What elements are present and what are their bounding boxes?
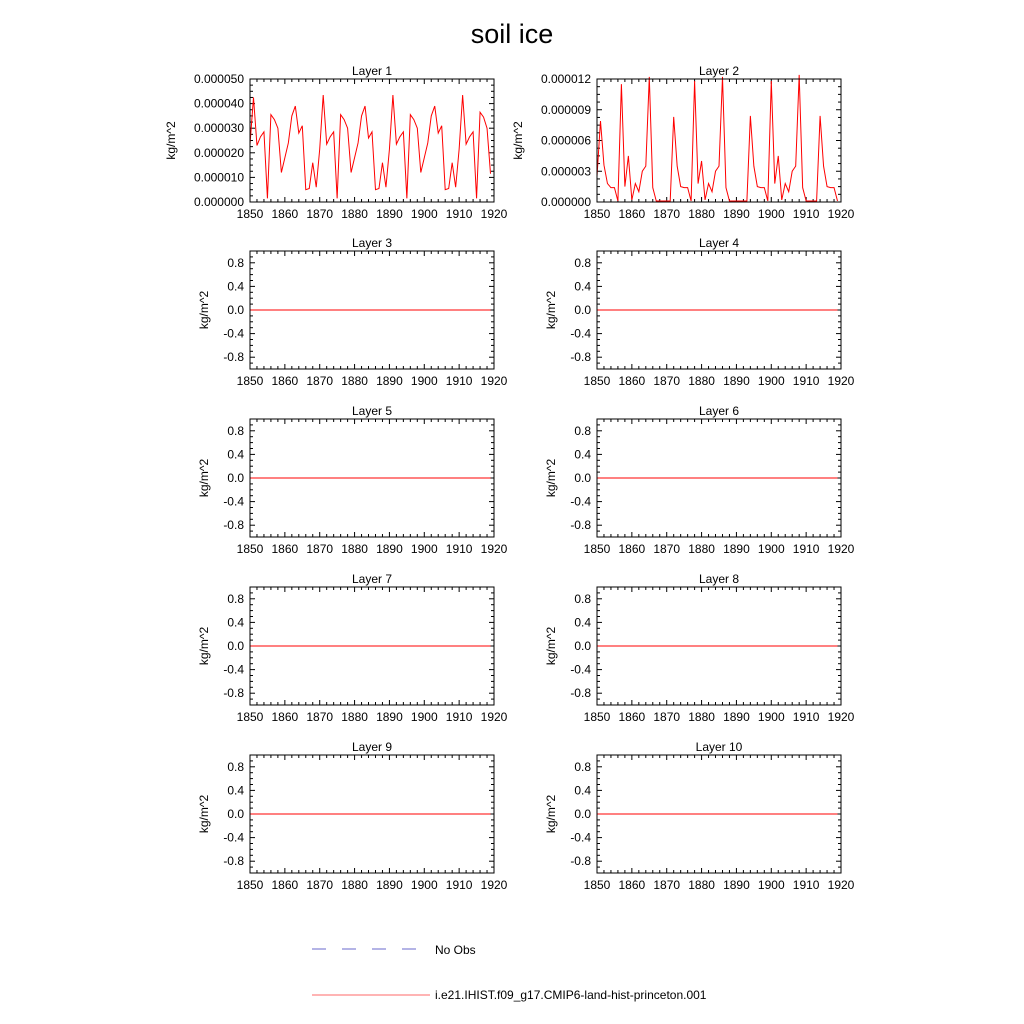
y-tick-label: 0.8 bbox=[227, 591, 244, 606]
x-tick-label: 1850 bbox=[583, 878, 611, 892]
legend-item-no-obs bbox=[312, 943, 476, 957]
x-tick-label: 1870 bbox=[306, 207, 334, 221]
x-tick-label: 1900 bbox=[757, 542, 785, 556]
panel-layer-2 bbox=[511, 64, 855, 221]
y-tick-label: 0.8 bbox=[227, 423, 244, 438]
x-tick-label: 1900 bbox=[410, 374, 438, 388]
legend-label-no-obs: No Obs bbox=[435, 943, 476, 957]
x-tick-label: 1910 bbox=[445, 878, 473, 892]
x-tick-label: 1890 bbox=[376, 710, 403, 724]
x-tick-label: 1920 bbox=[480, 878, 508, 892]
x-tick-label: 1850 bbox=[236, 207, 264, 221]
x-tick-label: 1900 bbox=[757, 878, 785, 892]
x-tick-label: 1870 bbox=[306, 374, 334, 388]
x-tick-label: 1920 bbox=[827, 207, 855, 221]
panel-layer-7 bbox=[197, 572, 508, 724]
x-tick-label: 1890 bbox=[376, 542, 403, 556]
x-tick-label: 1920 bbox=[480, 542, 508, 556]
y-tick-label: -0.4 bbox=[570, 830, 591, 845]
x-tick-label: 1860 bbox=[618, 710, 646, 724]
y-tick-label: 0.0 bbox=[574, 471, 591, 485]
x-tick-label: 1890 bbox=[376, 878, 403, 892]
y-tick-label: 0.000009 bbox=[540, 102, 591, 117]
y-tick-label: 0.8 bbox=[574, 591, 591, 606]
y-axis-label: kg/m^2 bbox=[197, 458, 211, 498]
panel-layer-1 bbox=[164, 64, 508, 221]
y-tick-label: 0.0 bbox=[227, 807, 244, 821]
x-tick-label: 1880 bbox=[341, 710, 368, 724]
y-axis-label: kg/m^2 bbox=[197, 626, 211, 666]
y-tick-label: 0.0 bbox=[574, 639, 591, 653]
x-tick-label: 1870 bbox=[306, 710, 334, 724]
x-tick-label: 1860 bbox=[271, 207, 299, 221]
y-tick-label: 0.000006 bbox=[540, 133, 591, 148]
x-tick-label: 1880 bbox=[688, 878, 715, 892]
panel-title: Layer 3 bbox=[351, 236, 393, 250]
x-tick-label: 1890 bbox=[723, 207, 750, 221]
x-tick-label: 1870 bbox=[653, 374, 681, 388]
y-tick-label: 0.4 bbox=[574, 615, 591, 630]
y-tick-label: 0.4 bbox=[574, 279, 591, 294]
y-tick-label: -0.4 bbox=[570, 662, 591, 677]
legend-label-model-run: i.e21.IHIST.f09_g17.CMIP6-land-hist-princeton.001 bbox=[435, 988, 707, 1002]
y-tick-label: 0.000000 bbox=[193, 195, 244, 209]
x-tick-label: 1910 bbox=[792, 542, 820, 556]
y-tick-label: 0.8 bbox=[227, 255, 244, 270]
y-axis-label: kg/m^2 bbox=[164, 121, 178, 160]
x-tick-label: 1880 bbox=[688, 710, 715, 724]
x-tick-label: 1870 bbox=[306, 542, 334, 556]
y-tick-label: 0.000020 bbox=[193, 145, 244, 160]
x-tick-label: 1910 bbox=[445, 542, 473, 556]
y-tick-label: -0.4 bbox=[223, 326, 244, 341]
panel-layer-9 bbox=[197, 740, 508, 892]
y-tick-label: 0.4 bbox=[227, 447, 244, 462]
x-tick-label: 1850 bbox=[236, 710, 264, 724]
x-tick-label: 1920 bbox=[827, 710, 855, 724]
x-tick-label: 1900 bbox=[410, 542, 438, 556]
legend-item-model-run bbox=[312, 988, 707, 1002]
x-tick-label: 1920 bbox=[827, 374, 855, 388]
y-tick-label: 0.000040 bbox=[193, 96, 244, 111]
x-tick-label: 1850 bbox=[583, 542, 611, 556]
y-axis-label: kg/m^2 bbox=[544, 794, 558, 834]
x-tick-label: 1870 bbox=[653, 710, 681, 724]
x-tick-label: 1880 bbox=[688, 374, 715, 388]
plot-frame bbox=[250, 79, 494, 202]
x-tick-label: 1910 bbox=[792, 374, 820, 388]
y-tick-label: 0.000030 bbox=[193, 121, 244, 136]
x-tick-label: 1870 bbox=[653, 878, 681, 892]
y-tick-label: -0.8 bbox=[223, 350, 244, 365]
y-tick-label: 0.0 bbox=[227, 639, 244, 653]
panel-layer-3 bbox=[197, 236, 508, 388]
panel-title: Layer 2 bbox=[698, 64, 740, 78]
y-tick-label: 0.000012 bbox=[540, 72, 591, 86]
x-tick-label: 1890 bbox=[723, 878, 750, 892]
x-tick-label: 1870 bbox=[306, 878, 334, 892]
x-tick-label: 1880 bbox=[341, 374, 368, 388]
x-tick-label: 1920 bbox=[827, 878, 855, 892]
x-tick-label: 1850 bbox=[236, 542, 264, 556]
y-tick-label: 0.4 bbox=[574, 783, 591, 798]
x-tick-label: 1860 bbox=[271, 542, 299, 556]
x-tick-label: 1920 bbox=[480, 710, 508, 724]
x-tick-label: 1860 bbox=[271, 710, 299, 724]
x-tick-label: 1860 bbox=[271, 878, 299, 892]
panel-title: Layer 10 bbox=[695, 740, 743, 754]
y-tick-label: 0.4 bbox=[574, 447, 591, 462]
x-tick-label: 1860 bbox=[618, 542, 646, 556]
y-tick-label: 0.0 bbox=[227, 303, 244, 317]
y-tick-label: 0.0 bbox=[574, 303, 591, 317]
y-axis-label: kg/m^2 bbox=[197, 794, 211, 834]
y-tick-label: -0.8 bbox=[223, 686, 244, 701]
x-tick-label: 1880 bbox=[341, 542, 368, 556]
x-tick-label: 1850 bbox=[583, 710, 611, 724]
x-tick-label: 1900 bbox=[757, 374, 785, 388]
series-line-layer-2 bbox=[597, 75, 838, 201]
y-tick-label: 0.000010 bbox=[193, 170, 244, 185]
series-line-layer-1 bbox=[250, 95, 491, 198]
x-tick-label: 1920 bbox=[480, 207, 508, 221]
y-tick-label: 0.000050 bbox=[193, 72, 244, 86]
x-tick-label: 1910 bbox=[445, 207, 473, 221]
plot-frame bbox=[597, 79, 841, 202]
x-tick-label: 1880 bbox=[688, 207, 715, 221]
y-tick-label: 0.8 bbox=[227, 759, 244, 774]
panel-title: Layer 6 bbox=[698, 404, 740, 418]
y-axis-label: kg/m^2 bbox=[544, 290, 558, 330]
x-tick-label: 1850 bbox=[236, 374, 264, 388]
panel-title: Layer 7 bbox=[351, 572, 393, 586]
y-tick-label: 0.8 bbox=[574, 759, 591, 774]
x-tick-label: 1900 bbox=[410, 207, 438, 221]
x-tick-label: 1900 bbox=[757, 207, 785, 221]
y-tick-label: -0.4 bbox=[223, 494, 244, 509]
panel-title: Layer 5 bbox=[351, 404, 393, 418]
y-tick-label: -0.8 bbox=[223, 854, 244, 869]
x-tick-label: 1910 bbox=[445, 374, 473, 388]
x-tick-label: 1910 bbox=[792, 710, 820, 724]
y-tick-label: 0.000003 bbox=[540, 164, 591, 179]
panel-layer-4 bbox=[544, 236, 855, 388]
y-tick-label: 0.000000 bbox=[540, 195, 591, 209]
y-tick-label: -0.8 bbox=[223, 518, 244, 533]
y-tick-label: -0.8 bbox=[570, 350, 591, 365]
x-tick-label: 1850 bbox=[583, 207, 611, 221]
y-axis-label: kg/m^2 bbox=[544, 458, 558, 498]
x-tick-label: 1900 bbox=[410, 878, 438, 892]
y-tick-label: -0.8 bbox=[570, 518, 591, 533]
x-tick-label: 1900 bbox=[757, 710, 785, 724]
x-tick-label: 1890 bbox=[723, 374, 750, 388]
panel-grid bbox=[164, 64, 855, 892]
y-tick-label: 0.0 bbox=[227, 471, 244, 485]
x-tick-label: 1880 bbox=[341, 878, 368, 892]
y-tick-label: 0.4 bbox=[227, 783, 244, 798]
x-tick-label: 1910 bbox=[792, 878, 820, 892]
y-tick-label: 0.8 bbox=[574, 423, 591, 438]
x-tick-label: 1860 bbox=[618, 207, 646, 221]
y-tick-label: -0.4 bbox=[223, 830, 244, 845]
x-tick-label: 1910 bbox=[792, 207, 820, 221]
x-tick-label: 1920 bbox=[480, 374, 508, 388]
x-tick-label: 1880 bbox=[688, 542, 715, 556]
panel-title: Layer 1 bbox=[351, 64, 393, 78]
x-tick-label: 1920 bbox=[827, 542, 855, 556]
x-tick-label: 1910 bbox=[445, 710, 473, 724]
x-tick-label: 1890 bbox=[376, 374, 403, 388]
x-tick-label: 1850 bbox=[583, 374, 611, 388]
y-axis-label: kg/m^2 bbox=[511, 121, 525, 160]
figure-title: soil ice bbox=[470, 19, 554, 49]
panel-layer-6 bbox=[544, 404, 855, 556]
x-tick-label: 1870 bbox=[653, 207, 681, 221]
x-tick-label: 1870 bbox=[653, 542, 681, 556]
panel-title: Layer 4 bbox=[698, 236, 740, 250]
y-tick-label: -0.8 bbox=[570, 686, 591, 701]
y-tick-label: 0.4 bbox=[227, 615, 244, 630]
x-tick-label: 1900 bbox=[410, 710, 438, 724]
x-tick-label: 1880 bbox=[341, 207, 368, 221]
x-tick-label: 1860 bbox=[618, 878, 646, 892]
panel-layer-8 bbox=[544, 572, 855, 724]
y-tick-label: 0.0 bbox=[574, 807, 591, 821]
legend bbox=[312, 943, 707, 1002]
panel-title: Layer 8 bbox=[698, 572, 740, 586]
x-tick-label: 1860 bbox=[271, 374, 299, 388]
y-tick-label: -0.4 bbox=[570, 494, 591, 509]
y-tick-label: 0.4 bbox=[227, 279, 244, 294]
y-tick-label: -0.4 bbox=[223, 662, 244, 677]
x-tick-label: 1890 bbox=[723, 710, 750, 724]
x-tick-label: 1860 bbox=[618, 374, 646, 388]
y-axis-label: kg/m^2 bbox=[197, 290, 211, 330]
panel-layer-10 bbox=[544, 740, 855, 892]
panel-layer-5 bbox=[197, 404, 508, 556]
y-tick-label: -0.8 bbox=[570, 854, 591, 869]
y-tick-label: -0.4 bbox=[570, 326, 591, 341]
x-tick-label: 1890 bbox=[723, 542, 750, 556]
y-axis-label: kg/m^2 bbox=[544, 626, 558, 666]
panel-title: Layer 9 bbox=[351, 740, 393, 754]
y-tick-label: 0.8 bbox=[574, 255, 591, 270]
x-tick-label: 1890 bbox=[376, 207, 403, 221]
x-tick-label: 1850 bbox=[236, 878, 264, 892]
